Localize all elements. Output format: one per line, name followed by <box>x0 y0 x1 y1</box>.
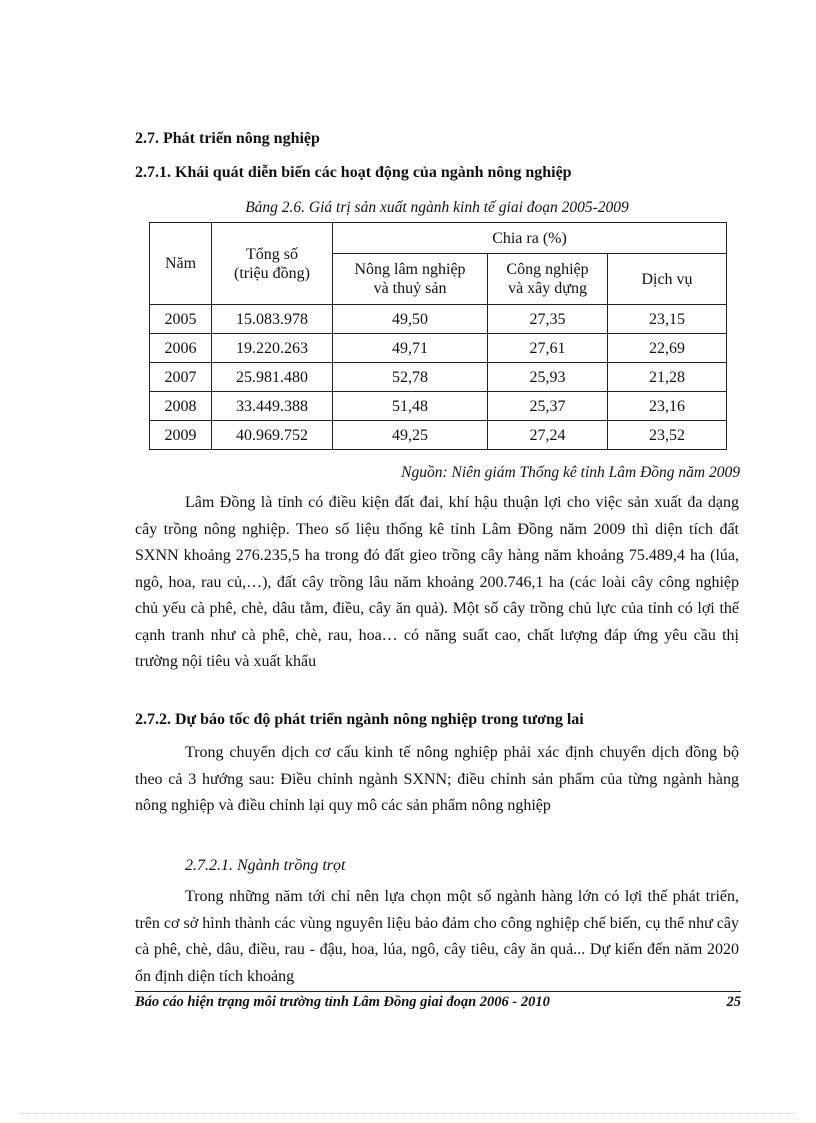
cell-industry: 27,61 <box>488 334 608 363</box>
header-agri-line1: Nông lâm nghiệp <box>354 261 466 278</box>
cell-services: 21,28 <box>608 363 727 392</box>
table-row <box>150 334 727 363</box>
section-heading-2-7-2: 2.7.2. Dự báo tốc độ phát triển ngành nông nghiệp trong tương lai <box>135 711 584 728</box>
table-row <box>150 392 727 421</box>
cell-agri: 52,78 <box>333 363 488 392</box>
header-split: Chia ra (%) <box>333 223 727 254</box>
production-value-table <box>149 222 727 450</box>
cell-year: 2005 <box>150 305 212 334</box>
cell-industry: 27,24 <box>488 421 608 450</box>
cell-total: 19.220.263 <box>212 334 333 363</box>
section-heading-2-7: 2.7. Phát triển nông nghiệp <box>135 130 320 147</box>
header-ind-line2: và xây dựng <box>508 280 587 297</box>
table-caption: Bảng 2.6. Giá trị sản xuất ngành kinh tế giai đoạn 2005-2009 <box>245 199 629 216</box>
page-bottom-dotted-rule <box>20 1113 796 1114</box>
header-total-line2: (triệu đồng) <box>234 264 310 282</box>
header-services: Dịch vụ <box>608 254 727 305</box>
table-row <box>150 421 727 450</box>
footer-divider <box>135 991 741 992</box>
cell-agri: 49,71 <box>333 334 488 363</box>
header-industry <box>488 254 608 305</box>
header-year: Năm <box>150 223 212 305</box>
cell-industry: 25,93 <box>488 363 608 392</box>
page-footer <box>135 994 741 1011</box>
cell-services: 23,52 <box>608 421 727 450</box>
header-agri-line2: và thuỷ sản <box>373 280 447 297</box>
cell-total: 40.969.752 <box>212 421 333 450</box>
table-source: Nguồn: Niên giám Thống kê tỉnh Lâm Đồng năm 2009 <box>401 464 740 481</box>
header-total-line1: Tổng số <box>246 245 298 263</box>
cell-industry: 27,35 <box>488 305 608 334</box>
cell-agri: 49,25 <box>333 421 488 450</box>
cell-year: 2007 <box>150 363 212 392</box>
cell-services: 22,69 <box>608 334 727 363</box>
cell-services: 23,16 <box>608 392 727 421</box>
cell-year: 2006 <box>150 334 212 363</box>
table-row <box>150 305 727 334</box>
cell-industry: 25,37 <box>488 392 608 421</box>
header-ind-line1: Công nghiệp <box>506 261 589 278</box>
paragraph-crops: Trong những năm tới chỉ nên lựa chọn một số ngành hàng lớn có lợi thế phát triển, trên cơ sở hình thành các vùng nguyên liệu bảo đảm cho công nghiệp chế biến, cụ thể như cây cà phê, chè, dâu, điều, rau - đậu, hoa, lúa, ngô, cây tiêu, cây ăn quả... Dự kiến đến năm 2020 ổn định diện tích khoảng <box>135 888 739 985</box>
table-row <box>150 363 727 392</box>
header-agri <box>333 254 488 305</box>
cell-agri: 51,48 <box>333 392 488 421</box>
cell-agri: 49,50 <box>333 305 488 334</box>
cell-total: 25.981.480 <box>212 363 333 392</box>
cell-year: 2008 <box>150 392 212 421</box>
footer-title: Báo cáo hiện trạng môi trường tỉnh Lâm Đồng giai đoạn 2006 - 2010 <box>135 994 550 1010</box>
paragraph-restructuring: Trong chuyển dịch cơ cấu kinh tế nông nghiệp phải xác định chuyển dịch đồng bộ theo cả 3 hướng sau: Điều chỉnh ngành SXNN; điều chỉnh sản phẩm của từng ngành hàng nông nghiệp và điều chỉnh lại quy mô các sản phẩm nông nghiệp <box>135 744 739 814</box>
cell-total: 33.449.388 <box>212 392 333 421</box>
paragraph-overview: Lâm Đồng là tỉnh có điều kiện đất đai, khí hậu thuận lợi cho việc sản xuất đa dạng cây trồng nông nghiệp. Theo số liệu thống kê tỉnh Lâm Đồng năm 2009 thì diện tích đất SXNN khoảng 276.235,5 ha trong đó đất gieo trồng cây hàng năm khoảng 75.489,4 ha (lúa, ngô, hoa, rau củ,…), đất cây trồng lâu năm khoảng 200.746,1 ha (các loài cây công nghiệp chủ yếu cà phê, chè, dâu tằm, điều, cây ăn quả). Một số cây trồng chủ lực của tỉnh có lợi thế cạnh tranh như cà phê, chè, rau, hoa… có năng suất cao, chất lượng đáp ứng yêu cầu thị trường nội tiêu và xuất khẩu <box>135 494 739 670</box>
cell-services: 23,15 <box>608 305 727 334</box>
header-total <box>212 223 333 305</box>
section-heading-2-7-1: 2.7.1. Khái quát diễn biến các hoạt động của ngành nông nghiệp <box>135 164 572 181</box>
cell-total: 15.083.978 <box>212 305 333 334</box>
page-number: 25 <box>726 994 741 1010</box>
subsection-heading-crops: 2.7.2.1. Ngành trồng trọt <box>185 857 346 874</box>
cell-year: 2009 <box>150 421 212 450</box>
